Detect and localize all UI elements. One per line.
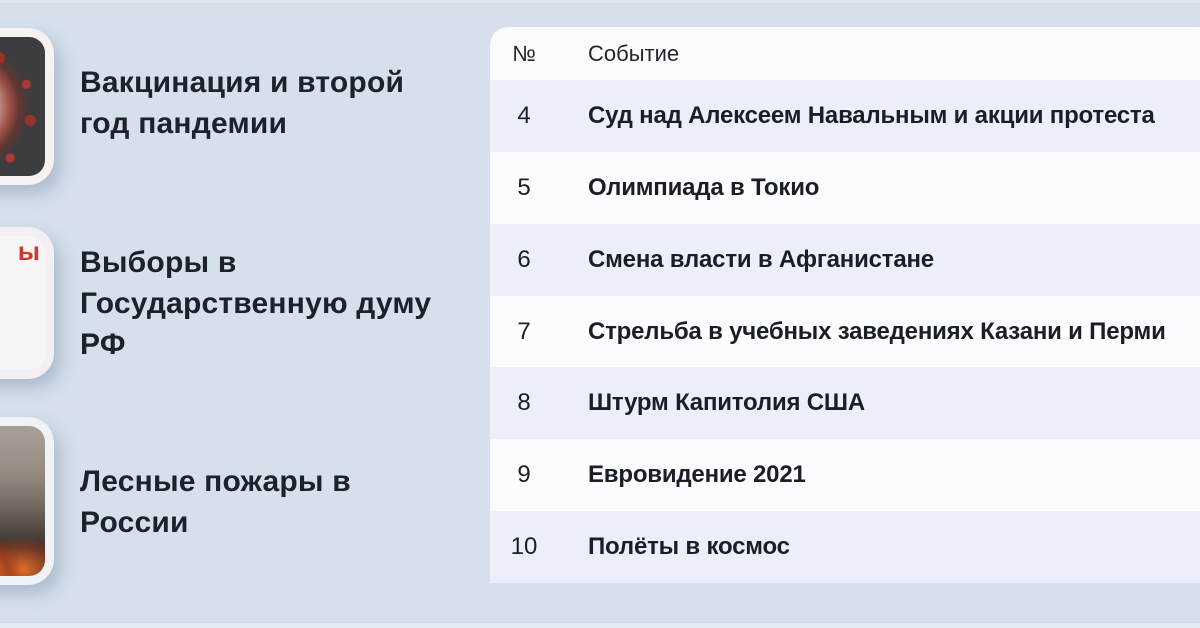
sidebar-item-elections[interactable] bbox=[0, 227, 54, 379]
table-row bbox=[490, 511, 1200, 583]
event-rank: 5 bbox=[517, 173, 531, 201]
event-title: Полёты в космос bbox=[588, 533, 790, 561]
table-row bbox=[490, 224, 1200, 296]
table-row bbox=[490, 296, 1200, 368]
event-title: Олимпиада в Токио bbox=[588, 173, 820, 201]
event-rank: 4 bbox=[517, 101, 531, 129]
sidebar-label-wildfires[interactable]: Лесные пожары в России bbox=[80, 465, 351, 539]
bottom-edge-strip bbox=[0, 623, 1200, 628]
poster-letter: ы bbox=[17, 236, 40, 266]
event-rank: 8 bbox=[517, 389, 531, 417]
table-row bbox=[490, 367, 1200, 439]
column-header-event: Событие bbox=[588, 40, 680, 66]
table-row bbox=[490, 80, 1200, 152]
event-title: Штурм Капитолия США bbox=[588, 389, 865, 417]
forest-fire-image bbox=[0, 426, 45, 576]
event-title: Стрельба в учебных заведениях Казани и Перми bbox=[588, 317, 1166, 345]
table-row bbox=[490, 152, 1200, 224]
column-header-number: № bbox=[512, 40, 536, 66]
elections-poster-image bbox=[0, 236, 45, 370]
event-title: Евровидение 2021 bbox=[588, 461, 806, 489]
event-title: Смена власти в Афганистане bbox=[588, 245, 934, 273]
event-rank: 10 bbox=[510, 533, 538, 561]
event-title: Суд над Алексеем Навальным и акции протеста bbox=[588, 101, 1155, 129]
event-rank: 6 bbox=[517, 245, 531, 273]
events-table bbox=[490, 27, 1200, 583]
table-row bbox=[490, 439, 1200, 511]
sidebar-item-vaccination[interactable] bbox=[0, 28, 54, 185]
event-rank: 9 bbox=[517, 461, 531, 489]
sidebar-label-elections[interactable]: Выборы в Государственную думу РФ bbox=[80, 246, 432, 361]
sidebar-label-vaccination[interactable]: Вакцинация и второй год пандемии bbox=[80, 66, 405, 140]
events-table-body bbox=[490, 80, 1200, 583]
event-rank: 7 bbox=[517, 317, 531, 345]
sidebar-item-wildfires[interactable] bbox=[0, 417, 54, 585]
events-table-header bbox=[490, 27, 1200, 80]
top-edge-strip bbox=[0, 0, 1200, 3]
coronavirus-image bbox=[0, 37, 45, 176]
